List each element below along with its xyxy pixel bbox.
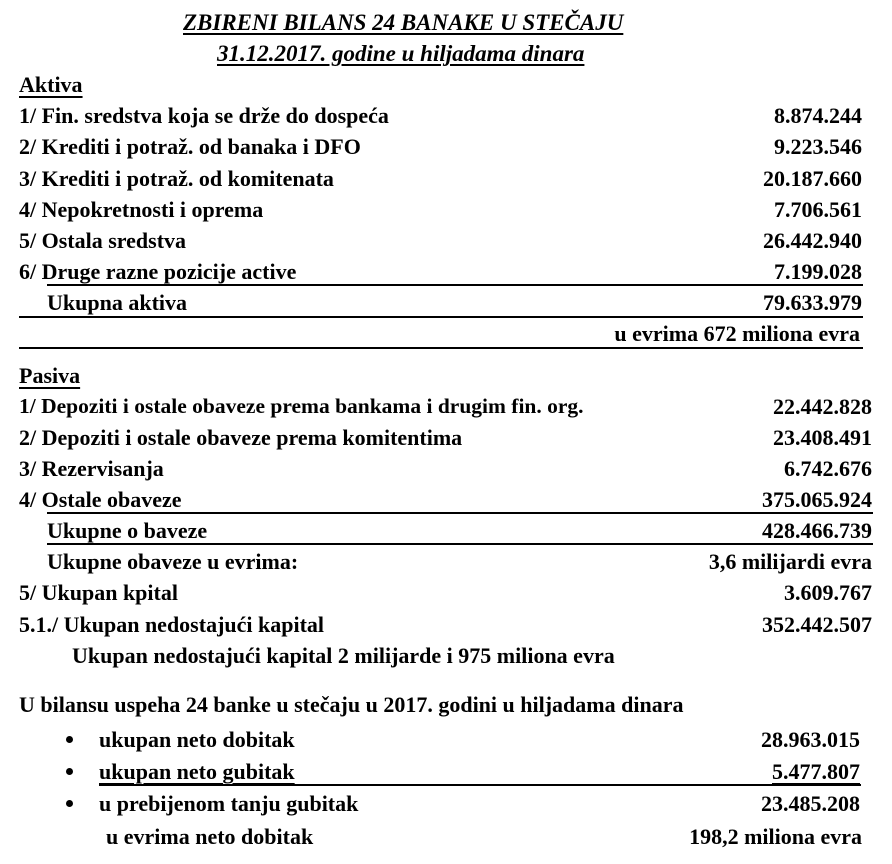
pasiva-row-label: 3/ Rezervisanja bbox=[19, 456, 164, 481]
aktiva-row-value: 7.199.028 bbox=[774, 259, 862, 284]
aktiva-total-label: Ukupna aktiva bbox=[47, 290, 188, 315]
aktiva-row-value: 7.706.561 bbox=[774, 197, 862, 222]
aktiva-row-label: 5/ Ostala sredstva bbox=[19, 228, 187, 253]
pasiva-missing-note: Ukupan nedostajući kapital 2 milijarde i 975 miliona evra bbox=[72, 643, 615, 668]
bullet-icon bbox=[66, 736, 73, 743]
aktiva-row-label-text: Druge razne pozicije active bbox=[41, 259, 297, 284]
aktiva-row-label: 2/ Krediti i potraž. od banaka i DFO bbox=[19, 134, 361, 159]
pasiva-heading: Pasiva bbox=[19, 363, 81, 388]
aktiva-row-value: 9.223.546 bbox=[774, 134, 862, 159]
pasiva-row-value: 22.442.828 bbox=[773, 394, 872, 419]
pasiva-row-value: 23.408.491 bbox=[773, 425, 872, 450]
pasiva-capital-value: 3.609.767 bbox=[784, 580, 872, 605]
income-eur-label: u evrima neto dobitak bbox=[106, 824, 314, 849]
document-subtitle bbox=[183, 42, 584, 65]
aktiva-row-label bbox=[19, 261, 296, 283]
aktiva-total-rule bbox=[47, 284, 863, 286]
income-eur-value: 198,2 miliona evra bbox=[689, 824, 862, 849]
income-item-label: ukupan neto gubitak bbox=[99, 759, 295, 784]
pasiva-eur-label: Ukupne obaveze u evrima: bbox=[47, 549, 299, 574]
income-item-value: 5.477.807 bbox=[772, 759, 860, 784]
pasiva-row-value: 6.742.676 bbox=[784, 456, 872, 481]
pasiva-total-underline bbox=[47, 543, 873, 545]
pasiva-eur-value: 3,6 milijardi evra bbox=[708, 549, 872, 574]
pasiva-row-label: 1/ Depoziti i ostale obaveze prema bankama i drugim fin. org. bbox=[19, 394, 584, 418]
aktiva-row-value: 26.442.940 bbox=[763, 228, 862, 253]
pasiva-row-value: 375.065.924 bbox=[762, 487, 872, 512]
income-heading: U bilansu uspeha 24 banke u stečaju u 2017. godini u hiljadama dinara bbox=[19, 692, 684, 717]
aktiva-eur-note: u evrima 672 miliona evra bbox=[614, 321, 860, 346]
pasiva-missing-label: 5.1./ Ukupan nedostajući kapital bbox=[19, 612, 325, 637]
aktiva-total-value: 79.633.979 bbox=[763, 290, 862, 315]
income-item-value: 23.485.208 bbox=[761, 791, 860, 816]
aktiva-row-label: 1/ Fin. sredstva koja se drže do dospeća bbox=[19, 103, 389, 128]
pasiva-row-label: 2/ Depoziti i ostale obaveze prema komitentima bbox=[19, 425, 463, 450]
pasiva-total-rule bbox=[47, 512, 873, 514]
pasiva-total-value: 428.466.739 bbox=[762, 518, 872, 543]
aktiva-row-prefix: 6/ bbox=[19, 259, 42, 284]
document-title: ZBIRENI BILANS 24 BANAKE U STEČAJU bbox=[183, 10, 624, 35]
income-item-label: u prebijenom tanju gubitak bbox=[99, 791, 359, 816]
aktiva-total-underline bbox=[19, 316, 863, 318]
pasiva-row-label bbox=[19, 489, 182, 511]
pasiva-row-label-text: Ostale obaveze bbox=[41, 487, 182, 512]
aktiva-row-value: 20.187.660 bbox=[763, 166, 862, 191]
pasiva-missing-value: 352.442.507 bbox=[762, 612, 872, 637]
aktiva-end-rule bbox=[19, 347, 863, 349]
aktiva-row-label: 4/ Nepokretnosti i oprema bbox=[19, 197, 264, 222]
income-item-label: ukupan neto dobitak bbox=[99, 727, 295, 752]
bullet-icon bbox=[66, 768, 73, 775]
bullet-icon bbox=[66, 800, 73, 807]
income-item-rule bbox=[99, 784, 861, 786]
aktiva-row-value: 8.874.244 bbox=[774, 103, 862, 128]
pasiva-row-prefix: 4/ bbox=[19, 487, 42, 512]
pasiva-capital-label: 5/ Ukupan kpital bbox=[19, 580, 178, 605]
income-item-value: 28.963.015 bbox=[761, 727, 860, 752]
document-subtitle-text: 31.12.2017. godine u hiljadama dinara bbox=[217, 41, 585, 66]
aktiva-row-label: 3/ Krediti i potraž. od komitenata bbox=[19, 166, 334, 191]
pasiva-total-label: Ukupne o baveze bbox=[47, 518, 208, 543]
aktiva-heading: Aktiva bbox=[19, 72, 83, 97]
